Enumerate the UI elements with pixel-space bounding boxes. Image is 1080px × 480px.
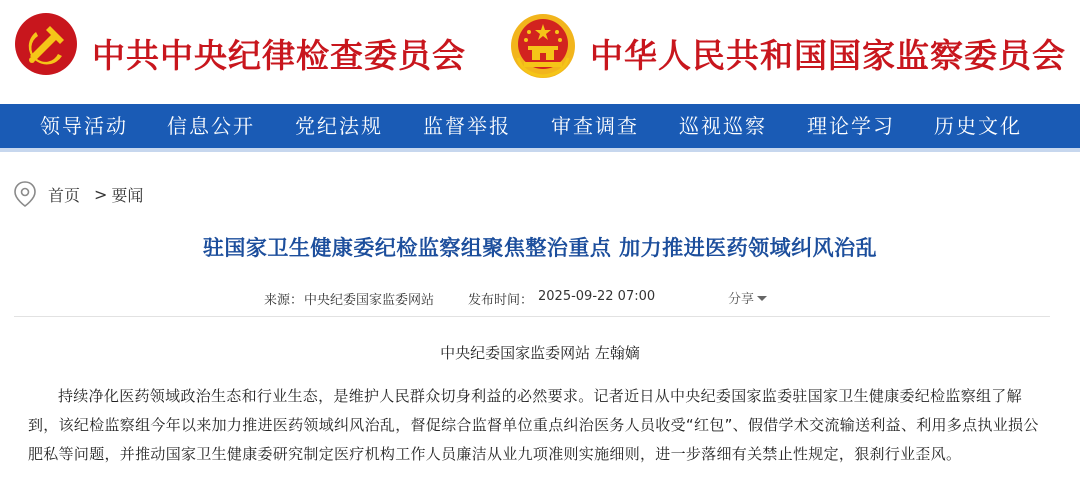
nav-item-report[interactable]: 监督举报 (423, 114, 511, 138)
site-header (0, 0, 1080, 104)
nav-item-regulations[interactable]: 党纪法规 (295, 114, 383, 138)
ccdi-name[interactable]: 中共中央纪律检查委员会 (92, 36, 466, 75)
article-byline: 中央纪委国家监委网站 左翰嫡 (440, 344, 640, 362)
publish-time: 2025-09-22 07:00 (538, 289, 656, 304)
time-label: 发布时间： (468, 293, 534, 308)
article-title: 驻国家卫生健康委纪检监察组聚焦整治重点 加力推进医药领域纠风治乱 (202, 236, 878, 260)
breadcrumb (12, 180, 143, 208)
main-nav (0, 104, 1080, 152)
party-emblem-icon[interactable] (14, 12, 78, 76)
source-name: 中央纪委国家监委网站 (304, 293, 435, 308)
nav-item-investigation[interactable]: 审查调查 (551, 114, 639, 138)
nav-item-inspection[interactable]: 巡视巡察 (679, 114, 767, 138)
national-emblem-icon[interactable] (510, 12, 576, 80)
nav-item-history[interactable]: 历史文化 (934, 114, 1022, 138)
nav-item-disclosure[interactable]: 信息公开 (167, 114, 255, 138)
location-pin-icon (12, 180, 38, 208)
source-label: 来源： (264, 293, 304, 308)
nsc-name[interactable]: 中华人民共和国国家监察委员会 (590, 36, 1066, 75)
nav-item-leadership[interactable]: 领导活动 (40, 114, 128, 138)
breadcrumb-separator: > (94, 184, 108, 204)
breadcrumb-home-link[interactable]: 首页 (48, 185, 81, 205)
share-button[interactable] (728, 288, 767, 307)
nav-item-theory[interactable]: 理论学习 (807, 114, 895, 138)
chevron-down-icon[interactable] (757, 296, 767, 301)
share-label[interactable]: 分享 (728, 292, 755, 307)
divider (14, 316, 1050, 317)
article-paragraph: 持续净化医药领域政治生态和行业生态，是维护人民群众切身利益的必然要求。记者近日从中央纪委国家监委驻国家卫生健康委纪检监察组了解到，该纪检监察组今年以来加力推进医药领域纠风治乱，督促综合监督单位重点纠治医务人员收受“红包”、假借学术交流输送利益、利用多点执业损公肥私等问题，并推动国家卫生健康委研究制定医疗机构工作人员廉洁从业九项准则实施细则，进一步落细有关禁止性规定，狠刹行业歪风。 (28, 387, 1039, 463)
breadcrumb-current-link[interactable]: 要闻 (111, 185, 144, 205)
